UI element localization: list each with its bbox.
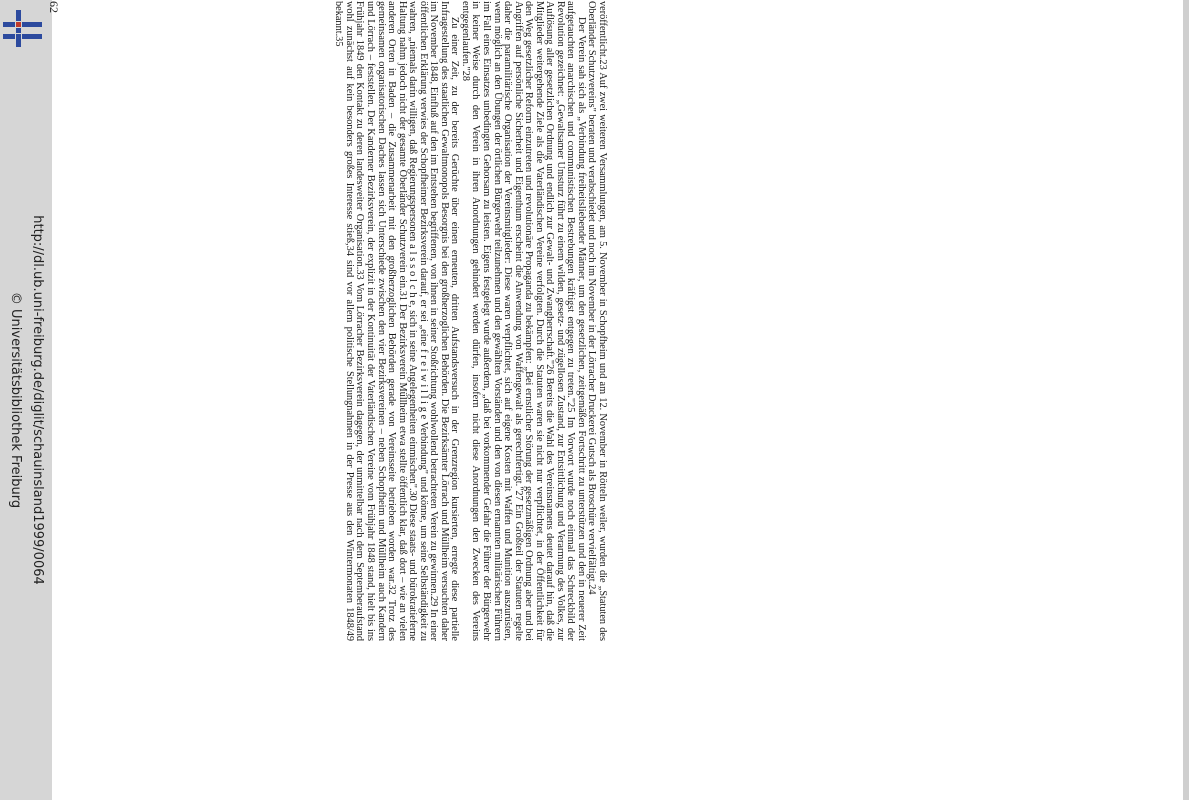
viewer-sidebar [0, 0, 52, 800]
copyright-notice: © Universitätsbibliothek Freiburg [8, 291, 23, 509]
footer-vertical [4, 10, 48, 790]
source-url[interactable]: http://dl.ub.uni-freiburg.de/diglit/schauinsland1999/0064 [30, 215, 45, 585]
paragraph: Zu einer Zeit, zu der bereits Gerüchte über einen erneuten, dritten Aufstandsversuch in der Grenzregion kursierten, erregte diese partielle Infragestellung des staatlichen Gewaltmonopols Besorgnis bei den großherzoglichen Behörden. Die Bezirksämter Lörrach und Müllheim versuchten daher im November 1848, Einfluß auf den im Entstehen begriffenen, von ihnen in seiner Stoßrichtung wohlwollend betrachteten Verein zu gewinnen.29 In einer öffentlichen Erklärung verwies der Schopfheimer Bezirksverein darauf, er sei „eine f r e i w i l l i g e Verbindung" und könne, um seine Selbständigkeit zu wahren, „niemals darin willigen, daß Regierungspersonen a l s s o l c h e, sich in seine Angelegenheiten einmischen".30 Diese staats- und bürokratieferne Haltung nahm jedoch nicht der gesamte Oberländer Schutzverein ein.31 Der Bezirksverein Müllheim etwa stellte öffentlich klar, daß dort – wie an vielen anderen Orten in Baden – die Zusammenarbeit mit den großherzoglichen Behörden gerade von Vereinsseite betrieben worden war.32 Trotz des gemeinsamen organisatorischen Daches lassen sich Unterschiede zwischen den vier Bezirksvereinen – neben Schopfheim und Müllheim auch Kandern und Lörrach – feststellen. Der Kanderner Bezirksverein, der explizit in der Kontinuität der Vaterländischen Vereine vom Frühjahr 1848 stand, hielt bis ins Frühjahr 1849 den Kontakt zu deren landesweiter Organisation.33 Vom Lörracher Bezirksverein dagegen, der unmittelbar nach dem Septemberaufstand wohl zunächst auf kein besonders großes Interesse stieß,34 sind vor allem politische Stellungnahmen in der Presse aus den Wintermonaten 1848/49 bekannt.35 [333, 1, 461, 641]
paragraph: veröffentlicht.23 Auf zwei weiteren Versammlungen, am 5. November in Schopfheim und am 12. November in Rötteln weiler, wurden die „Statuten des Oberländer Schutzvereins" beraten und verabschiedet und noch im November in der Lörracher Druckerei Gutsch als Broschüre vervielfältigt.24 [586, 1, 608, 641]
page-viewer [47, 0, 1183, 800]
page-number: 62 [47, 1, 61, 13]
scrollbar[interactable] [1183, 0, 1189, 800]
scanned-page [47, 1, 607, 641]
paragraph: Der Verein sah sich als „Verbindung freiheitsliebender Männer, um den gesetzlichen, zeitgemäßen Fortschritt zu unterstützen und den in neuerer Zeit aufgetauchten anarchischen und communistischen Bestrebungen kräftigst entgegen zu treten."25 Im Vorwort wurde noch einmal das Schreckbild der Revolution gezeichnet: „Gewaltsamer Umsturz führt zu einem wilden, gesetz- und zügellosen Zustand, zur Entsittlichung und Verarmung des Volkes, zur Auflösung aller gesetzlichen Ordnung und endlich zur Gewalt- und Zwangherrschaft."26 Bereits die Wahl des Vereinsnamens deutet darauf hin, daß die Mitglieder weitergehende Ziele als die Vaterländischen Vereine verfolgten. Durch die Statuten waren sie nicht nur verpflichtet, in der Öffentlichkeit für den Weg gesetzlicher Reform einzutreten und revolutionäre Propaganda zu bekämpfen: „Bei ernstlicher Störung der gesetzmäßigen Ordnung aber und bei Angriffen auf persönliche Sicherheit und Eigenthum erscheint die Anwendung von Waffengewalt als gerechtfertigt."27 Ein Großteil der Statuten regelte daher die paramilitärische Organisation der Vereinsmitglieder: Diese waren verpflichtet, sich auf eigene Kosten mit Waffen und Munition auszurüsten, wenn möglich an den Übungen der örtlichen Bürgerwehr teilzunehmen und den gewählten Vorständen und den von diesen ernannten militärischen Führern im Fall eines Einsatzes unbedingten Gehorsam zu leisten. Eigens festgelegt wurde außerdem, „daß bei vorkommender Gefahr die Führer der Bürgerwehr in keiner Weise durch den Verein in ihren Anordnungen gehindert werden dürfen, insofern nicht diese Anordnungen den Zwecken des Vereins entgegenlaufen."28 [459, 1, 587, 641]
